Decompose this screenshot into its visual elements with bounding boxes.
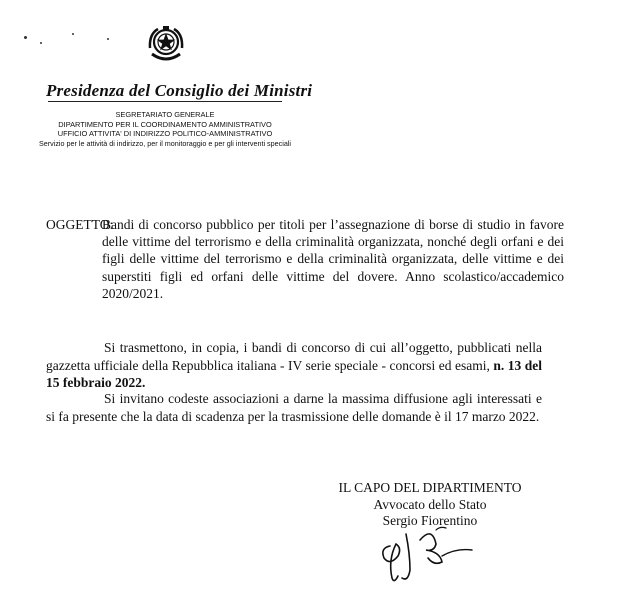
institution-underline — [48, 101, 282, 102]
scan-speck — [72, 33, 74, 35]
handwritten-signature — [376, 526, 486, 586]
header-line-ufficio: UFFICIO ATTIVITA' DI INDIRIZZO POLITICO-AMMINISTRATIVO — [57, 129, 273, 139]
department-header — [20, 110, 310, 148]
signatory-name: Sergio Fiorentino — [382, 513, 478, 528]
italian-republic-emblem-icon — [146, 24, 186, 66]
scan-speck — [24, 36, 27, 39]
body-paragraph-1 — [46, 339, 542, 392]
scan-speck — [107, 38, 109, 40]
subject-label: OGGETTO: — [46, 217, 114, 232]
header-line-dipartimento: DIPARTIMENTO PER IL COORDINAMENTO AMMINISTRATIVO — [58, 119, 272, 129]
header-line-servizio: Servizio per le attività di indirizzo, per il monitoraggio e per gli interventi speciali — [38, 138, 292, 148]
body-paragraph-2 — [46, 390, 542, 425]
signature-block — [330, 480, 530, 530]
institution-name: Presidenza del Consiglio dei Ministri — [46, 81, 313, 100]
subject-text: Bandi di concorso pubblico per titoli per l’assegnazione di borse di studio in favore delle vittime del terrorismo e della criminalità organizzata, nonché degli orfani e dei figli delle vittime del terrorismo e della criminalità organizzata, delle vittime e dei superstiti figli ed orfani delle vittime del dovere. Anno scolastico/accademico 2020/2021. — [102, 217, 564, 301]
signatory-title: Avvocato dello Stato — [373, 496, 487, 512]
scan-speck — [40, 42, 42, 44]
gazette-reference: n. 13 del 15 febbraio 2022. — [46, 357, 543, 390]
header-line-segretariato: SEGRETARIATO GENERALE — [115, 110, 215, 119]
signatory-role: IL CAPO DEL DIPARTIMENTO — [338, 480, 522, 495]
paragraph-2-text: Si invitano codeste associazioni a darne la massima diffusione agli interessati e si fa presente che la data di scadenza per la trasmissione delle domande è il 17 marzo 2022. — [46, 391, 542, 424]
paragraph-1-text: Si trasmettono, in copia, i bandi di concorso di cui all’oggetto, pubblicati nella gazzetta ufficiale della Repubblica italiana - IV serie speciale - concorsi ed esami, — [46, 340, 542, 373]
